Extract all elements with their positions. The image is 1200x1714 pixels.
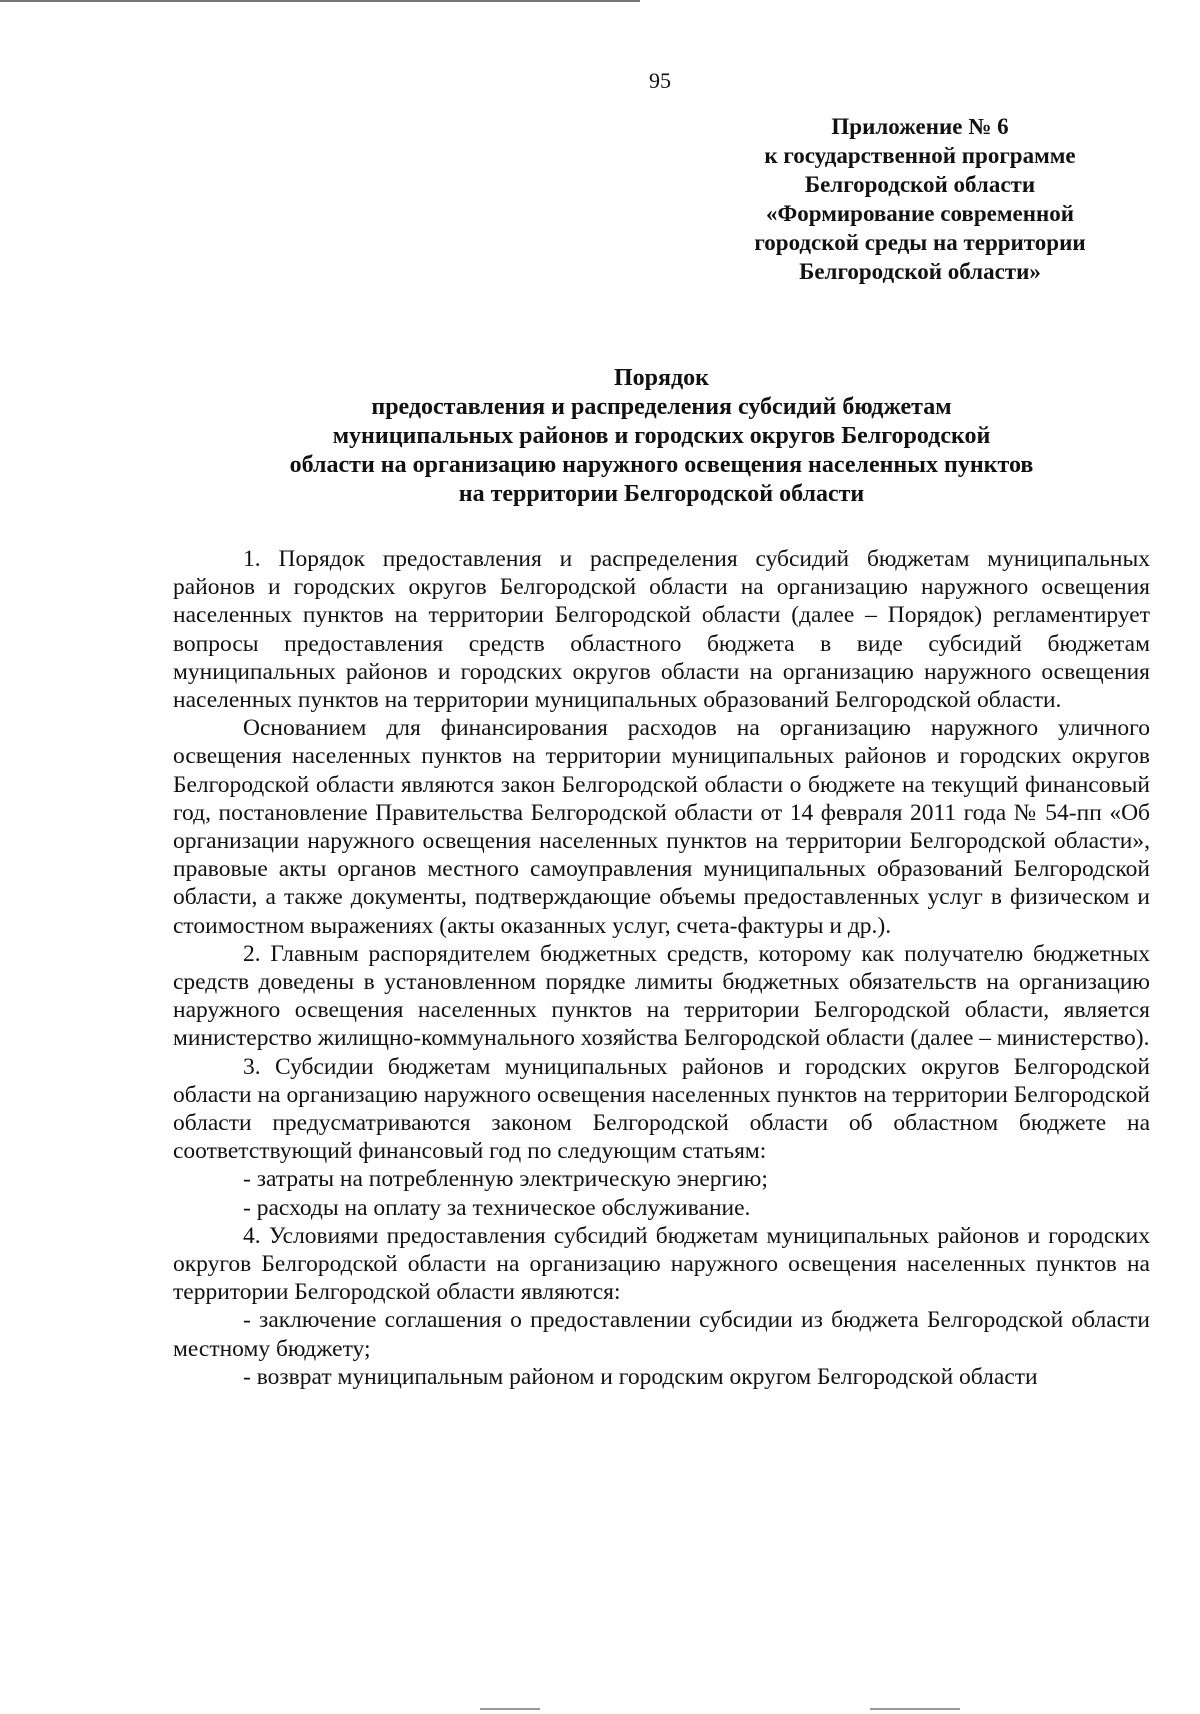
appendix-line: городской среды на территории (754, 230, 1086, 255)
body-list-item: - затраты на потребленную электрическую энергию; (243, 1166, 768, 1193)
body-paragraph-legal-basis: Основанием для финансирования расходов на организацию наружного уличного освещения населенных пунктов на территории муниципальных районов и городских округов Белгородской области являются закон Белгородской области о бюджете на текущий финансовый год, постановление Правительства Белгородской области от 14 февраля 2011 года № 54-пп «Об организации наружного освещения населенных пунктов на территории Белгородской области», правовые акты органов местного самоуправления муниципальных образований Белгородской области, а также документы, подтверждающие объемы предоставленных услуг в физическом и стоимостном выражениях (акты оказанных услуг, счета-фактуры и др.). (173, 715, 1150, 939)
title-line: Порядок (614, 365, 709, 391)
document-body (173, 545, 1150, 1391)
scan-artifact-top-line (0, 0, 640, 2)
body-paragraph-4: 4. Условиями предоставления субсидий бюджетам муниципальных районов и городских округов Белгородской области на организацию наружного освещения населенных пунктов на территории Белгородской области являются: (173, 1222, 1150, 1306)
title-line: на территории Белгородской области (458, 481, 865, 507)
title-line: муниципальных районов и городских округов Белгородской (332, 423, 991, 449)
body-paragraph-3: 3. Субсидии бюджетам муниципальных районов и городских округов Белгородской области на организацию наружного освещения населенных пунктов на территории Белгородской области предусматриваются законом Белгородской области об областном бюджете на соответствующий финансовый год по следующим статьям: (173, 1053, 1150, 1165)
appendix-line: Приложение № 6 (831, 114, 1009, 139)
scan-artifact-bottom-mark (480, 1708, 540, 1710)
appendix-line: Белгородской области» (799, 259, 1041, 284)
body-paragraph-1: 1. Порядок предоставления и распределения субсидий бюджетам муниципальных районов и городских округов Белгородской области на организацию наружного освещения населенных пунктов на территории Белгородской области (далее – Порядок) регламентирует вопросы предоставления средств областного бюджета в виде субсидий бюджетам муниципальных районов и городских округов области на организацию наружного освещения населенных пунктов на территории муниципальных образований Белгородской области. (173, 546, 1150, 714)
page-number: 95 (649, 68, 671, 93)
appendix-line: к государственной программе (764, 143, 1076, 168)
scan-artifact-bottom-mark (870, 1708, 960, 1710)
title-line: области на организацию наружного освещения населенных пунктов (289, 452, 1034, 478)
body-paragraph-2: 2. Главным распорядителем бюджетных средств, которому как получателю бюджетных средств доведены в установленном порядке лимиты бюджетных обязательств на организацию наружного освещения населенных пунктов на территории Белгородской области, является министерство жилищно-коммунального хозяйства Белгородской области (далее – министерство). (173, 940, 1150, 1052)
title-line: предоставления и распределения субсидий бюджетам (371, 394, 952, 420)
body-list-item: - заключение соглашения о предоставлении субсидии из бюджета Белгородской области местному бюджету; (173, 1307, 1150, 1362)
appendix-line: Белгородской области (804, 172, 1036, 197)
appendix-line: «Формирование современной (766, 201, 1074, 226)
body-list-item: - расходы на оплату за техническое обслуживание. (243, 1194, 751, 1221)
document-title (173, 364, 1150, 509)
body-list-item: - возврат муниципальным районом и городским округом Белгородской области (243, 1363, 1038, 1390)
appendix-header (700, 112, 1140, 286)
